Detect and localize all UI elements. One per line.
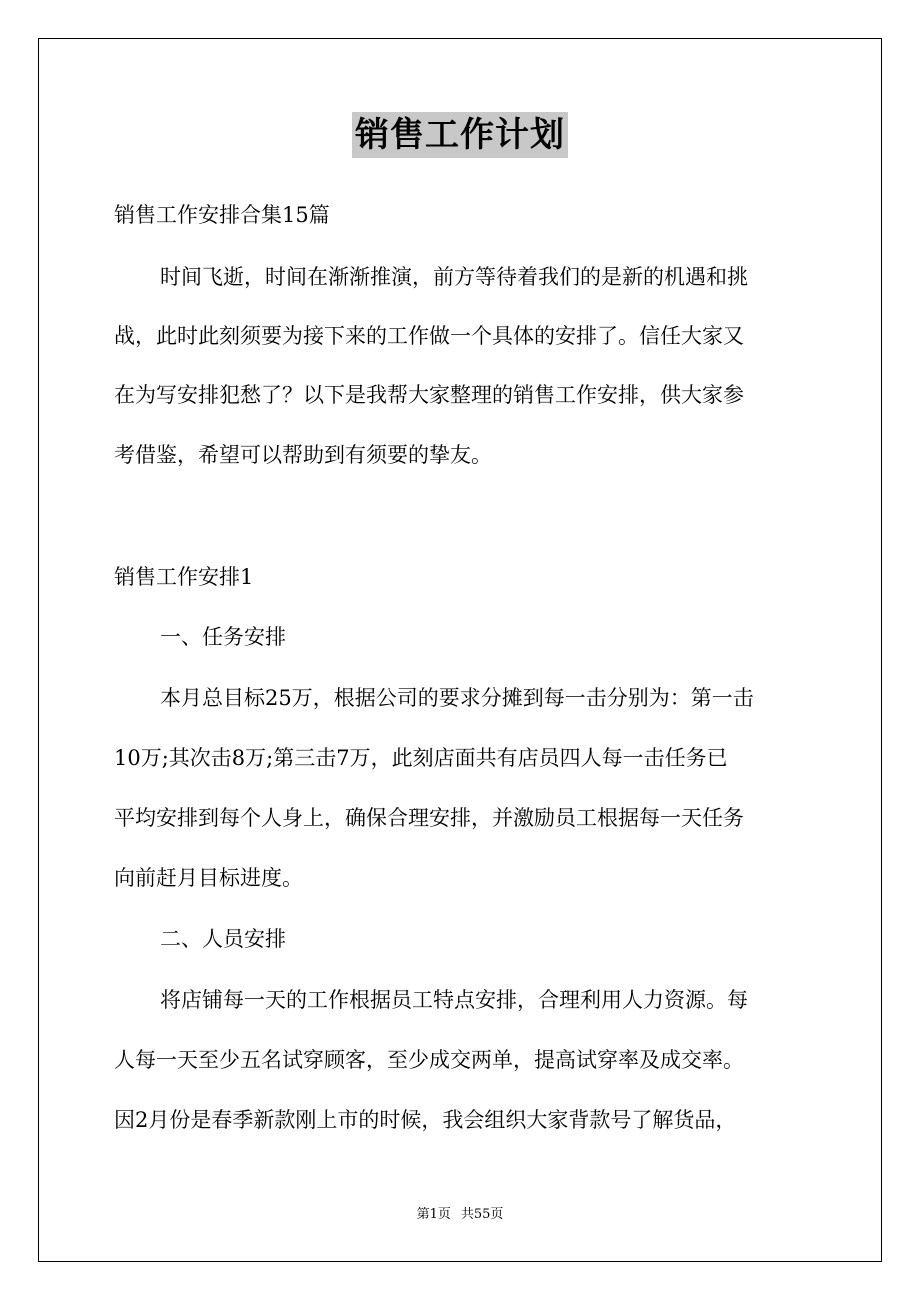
- page-total: 共55页: [460, 1207, 504, 1222]
- intro-line: 战，此时此刻须要为接下来的工作做一个具体的安排了。信任大家又: [114, 324, 744, 348]
- part2-line: 因2月份是春季新款刚上市的时候，我会组织大家背款号了解货品，: [114, 1108, 737, 1132]
- subtitle: 销售工作安排合集15篇: [114, 203, 330, 227]
- part2-line: 人每一天至少五名试穿顾客，至少成交两单，提高试穿率及成交率。: [114, 1048, 744, 1072]
- part2-heading: 二、人员安排: [160, 927, 286, 951]
- section-heading: 销售工作安排1: [114, 565, 254, 589]
- part1-line: 本月总目标25万，根据公司的要求分摊到每一击分别为：第一击: [160, 686, 754, 710]
- part1-line: 平均安排到每个人身上，确保合理安排，并激励员工根据每一天任务: [114, 806, 744, 830]
- title-container: [0, 112, 920, 158]
- page-number: 第1页: [416, 1207, 451, 1222]
- intro-line: 时间飞逝，时间在渐渐推演，前方等待着我们的是新的机遇和挑: [160, 265, 748, 289]
- part1-heading: 一、任务安排: [160, 625, 286, 649]
- page-footer: [0, 1206, 920, 1224]
- intro-line: 在为写安排犯愁了？以下是我帮大家整理的销售工作安排，供大家参: [114, 383, 744, 407]
- part1-line: 向前赶月目标进度。: [114, 866, 303, 890]
- document-title[interactable]: 销售工作计划: [352, 112, 568, 158]
- part1-line: 10万;其次击8万;第三击7万，此刻店面共有店员四人每一击任务已: [114, 746, 728, 770]
- intro-line: 考借鉴，希望可以帮助到有须要的挚友。: [114, 443, 492, 467]
- part2-line: 将店铺每一天的工作根据员工特点安排，合理利用人力资源。每: [160, 988, 748, 1012]
